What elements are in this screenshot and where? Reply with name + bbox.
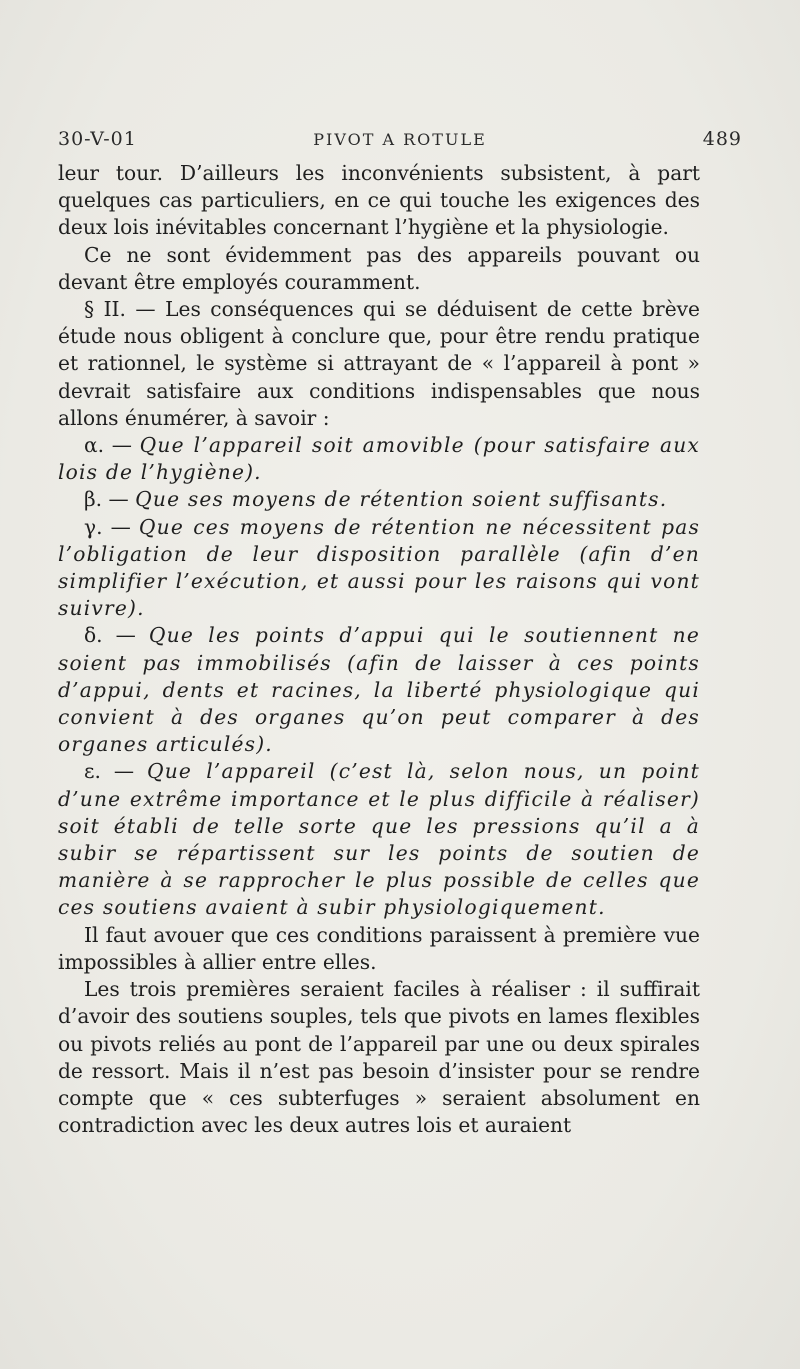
item-marker: ε. —: [84, 759, 135, 784]
paragraph: Il faut avouer que ces conditions paraissent à première vue impossibles à allier entre elles.: [58, 922, 700, 974]
paragraph: Ce ne sont évidemment pas des appareils pouvant ou devant être employés couramment.: [58, 242, 700, 294]
header-left: 30-V-01: [58, 128, 137, 150]
item-text: Que ses moyens de rétention soient suffisants.: [135, 487, 668, 512]
list-item: [58, 758, 700, 921]
list-item: [58, 622, 700, 758]
header-title: PIVOT A ROTULE: [313, 130, 487, 149]
paragraph: leur tour. D’ailleurs les inconvénients subsistent, à part quelques cas particuliers, en ce qui touche les exigences des deux lois inévitables concernant l’hygiène et la physiologie.: [58, 161, 700, 240]
item-marker: α. —: [84, 433, 132, 458]
page-number: 489: [702, 128, 742, 150]
list-item: [58, 514, 700, 623]
running-header: [58, 128, 742, 158]
item-text: Que ces moyens de rétention ne nécessitent pas l’obligation de leur disposition parallèle (afin d’en simplifier l’exécution, et aussi pour les raisons qui vont suivre).: [58, 514, 701, 621]
list-item: [58, 432, 700, 486]
list-item: [58, 486, 700, 513]
paragraph: § II. — Les conséquences qui se déduisent de cette brève étude nous obligent à conclure que, pour être rendu pratique et rationnel, le système si attrayant de « l’appareil à pont » devrait satisfaire aux conditions indispensables que nous allons énumérer, à savoir :: [58, 297, 700, 430]
item-text: Que l’appareil (c’est là, selon nous, un point d’une extrême importance et le plus difficile à réaliser) soit établi de telle sorte que les pressions qu’il a à subir se répartissent sur les points de soutien de manière à se rapprocher le plus possible de celles que ces soutiens avaient à subir physiologiquement.: [58, 759, 700, 920]
item-marker: γ. —: [84, 514, 131, 539]
item-text: Que les points d’appui qui le soutiennent ne soient pas immobilisés (afin de laisser à ces points d’appui, dents et racines, la liberté physiologique qui convient à des organes qu’on peut comparer à des organes articulés).: [58, 623, 700, 757]
item-text: Que l’appareil soit amovible (pour satisfaire aux lois de l’hygiène).: [58, 433, 701, 485]
paragraph: Les trois premières seraient faciles à réaliser : il suffirait d’avoir des soutiens souples, tels que pivots en lames flexibles ou pivots reliés au pont de l’appareil par une ou deux spirales de ressort. Mais il n’est pas besoin d’insister pour se rendre compte que « ces subterfuges » seraient absolument en contradiction avec les deux autres lois et auraient: [58, 977, 700, 1138]
item-marker: δ. —: [84, 623, 136, 648]
body-text: [58, 160, 700, 1139]
item-marker: β. —: [84, 487, 129, 512]
